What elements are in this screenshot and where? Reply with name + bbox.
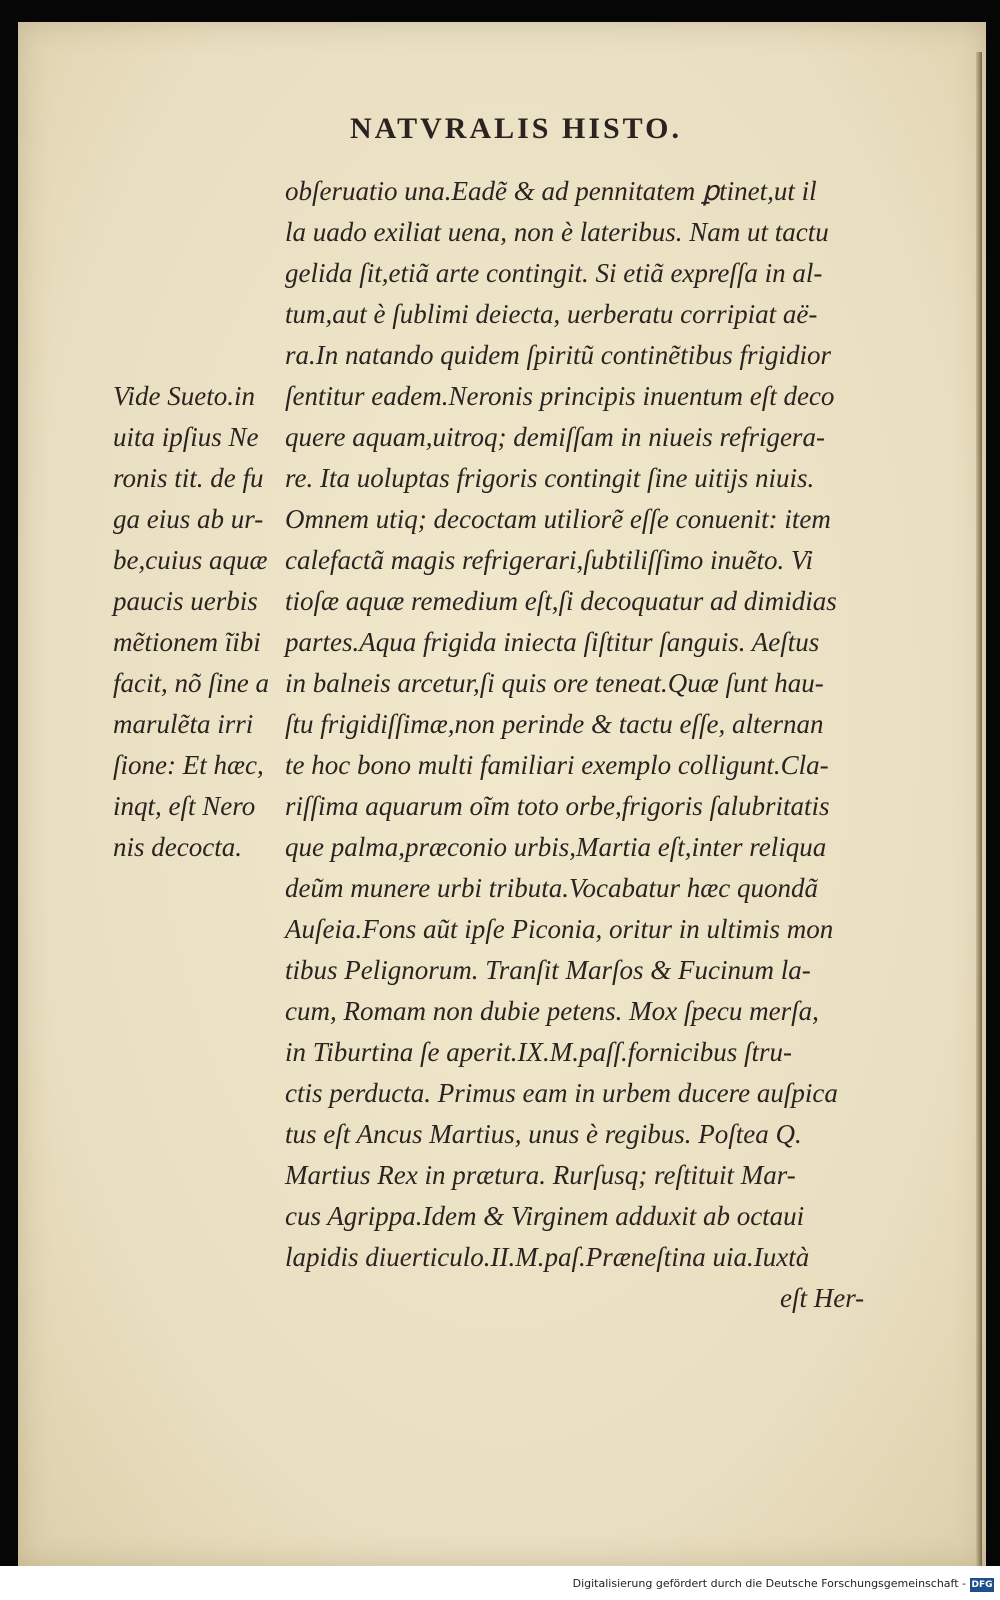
text-line: gelida ſit,etiã arte contingit. Si etiã expreſſa in al-	[285, 258, 823, 288]
text-line: quere aquam,uitroq; demiſſam in niueis refrigera-	[285, 422, 825, 452]
margin-note-line: marulẽta irri	[113, 709, 254, 739]
footer-credit: Digitalisierung gefördert durch die Deutsche Forschungsgemeinschaft -	[572, 1577, 966, 1590]
text-line: in Tiburtina ſe aperit.IX.M.paſſ.fornicibus ſtru-	[285, 1037, 793, 1067]
text-line: partes.Aqua frigida iniecta ſiſtitur ſanguis. Aeſtus	[285, 627, 820, 657]
margin-note-line: inqt, eſt Nero	[113, 791, 256, 821]
footer-bar	[0, 1566, 1000, 1600]
margin-note-line: Vide Sueto.in	[113, 381, 255, 411]
text-line: deũm munere urbi tributa.Vocabatur hæc quondã	[285, 873, 818, 903]
text-line: Auſeia.Fons aũt ipſe Piconia, oritur in ultimis mon	[285, 914, 834, 944]
text-line: te hoc bono multi familiari exemplo colligunt.Cla-	[285, 750, 829, 780]
text-line: que palma,præconio urbis,Martia eſt,inter reliqua	[285, 832, 827, 862]
margin-note-line: be,cuius aquæ	[113, 545, 268, 575]
text-line: la uado exiliat uena, non è lateribus. Nam ut tactu	[285, 217, 829, 247]
text-line: ra.In natando quidem ſpiritũ continẽtibus frigidior	[285, 340, 831, 370]
text-line: riſſima aquarum oĩm toto orbe,frigoris ſalubritatis	[285, 791, 830, 821]
text-line: obſeruatio una.Eadẽ & ad pennitatem ꝑtinet,ut il	[285, 176, 817, 206]
margin-note-line: ſione: Et hæc,	[113, 750, 264, 780]
text-line: tioſæ aquæ remedium eſt,ſi decoquatur ad dimidias	[285, 586, 837, 616]
text-line: ſtu frigidiſſimæ,non perinde & tactu eſſe, alternan	[285, 709, 824, 739]
margin-note-line: nis decocta.	[113, 832, 242, 862]
text-line: cus Agrippa.Idem & Virginem adduxit ab octaui	[285, 1201, 805, 1231]
margin-note-line: uita ipſius Ne	[113, 422, 259, 452]
text-line: tibus Pelignorum. Tranſit Marſos & Fucinum la-	[285, 955, 811, 985]
catchword: eſt Her-	[780, 1283, 865, 1313]
dfg-logo-icon: DFG	[971, 1580, 993, 1590]
text-line: re. Ita uoluptas frigoris contingit ſine uitijs niuis.	[285, 463, 815, 493]
text-line: Martius Rex in prætura. Rurſusq; reſtituit Mar-	[285, 1160, 796, 1190]
text-line: ctis perducta. Primus eam in urbem ducere auſpica	[285, 1078, 838, 1108]
running-head: NATVRALIS HISTO.	[350, 112, 682, 145]
text-line: Omnem utiq; decoctam utiliorẽ eſſe conuenit: item	[285, 504, 831, 534]
page-edge	[976, 52, 982, 1572]
margin-note-line: ronis tit. de fu	[113, 463, 264, 493]
text-line: calefactã magis refrigerari,ſubtiliſſimo inuẽto. Vi	[285, 545, 813, 575]
text-line: lapidis diuerticulo.II.M.paſ.Præneſtina uia.Iuxtà	[285, 1242, 810, 1272]
text-line: tum,aut è ſublimi deiecta, uerberatu corripiat aë-	[285, 299, 818, 329]
text-line: ſentitur eadem.Neronis principis inuentum eſt deco	[285, 381, 835, 411]
text-line: cum, Romam non dubie petens. Mox ſpecu merſa,	[285, 996, 819, 1026]
text-line: tus eſt Ancus Martius, unus è regibus. Poſtea Q.	[285, 1119, 802, 1149]
margin-note-line: ga eius ab ur-	[113, 504, 264, 534]
margin-note-line: facit, nõ ſine a	[113, 668, 269, 698]
margin-note-line: mẽtionem ĩibi	[113, 627, 261, 657]
margin-note-line: paucis uerbis	[113, 586, 258, 616]
text-line: in balneis arcetur,ſi quis ore teneat.Quæ ſunt hau-	[285, 668, 824, 698]
